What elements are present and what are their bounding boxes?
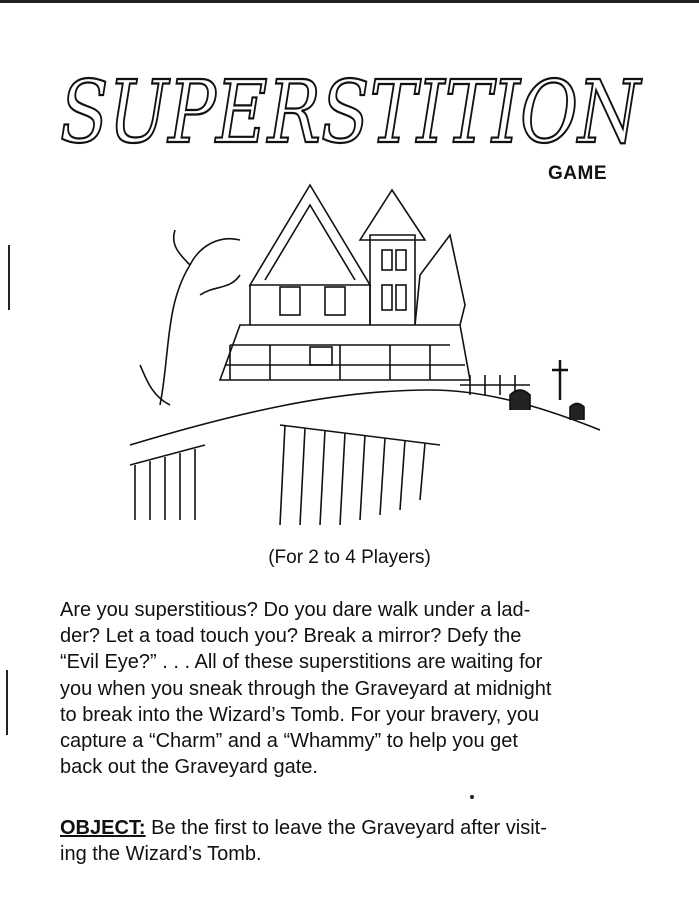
haunted-house-illustration [130,175,600,535]
title-logo [55,60,645,163]
intro-line: der? Let a toad touch you? Break a mirror? Defy the [60,625,522,648]
intro-line: back out the Graveyard gate. [60,756,318,779]
object-section [60,815,547,867]
object-text: Be the first to leave the Graveyard after visit- [145,817,547,839]
intro-line: you when you sneak through the Graveyard at midnight [60,677,552,700]
page-top-border [0,0,699,3]
subtitle-game: GAME [548,163,607,184]
intro-line: capture a “Charm” and a “Whammy” to help you get [60,730,518,753]
scan-mark [8,245,10,310]
intro-line: Are you superstitious? Do you dare walk under a lad- [60,599,531,621]
svg-text:SUPERSTITION: SUPERSTITION [60,63,643,163]
speck [470,795,474,799]
object-label: OBJECT: [60,817,146,839]
scan-mark [6,670,8,735]
intro-paragraph [60,597,660,780]
intro-line: to break into the Wizard’s Tomb. For your bravery, you [60,703,540,726]
player-count: (For 2 to 4 Players) [268,547,431,568]
object-text: ing the Wizard’s Tomb. [60,843,262,866]
intro-line: “Evil Eye?” . . . All of these superstitions are waiting for [60,651,543,674]
